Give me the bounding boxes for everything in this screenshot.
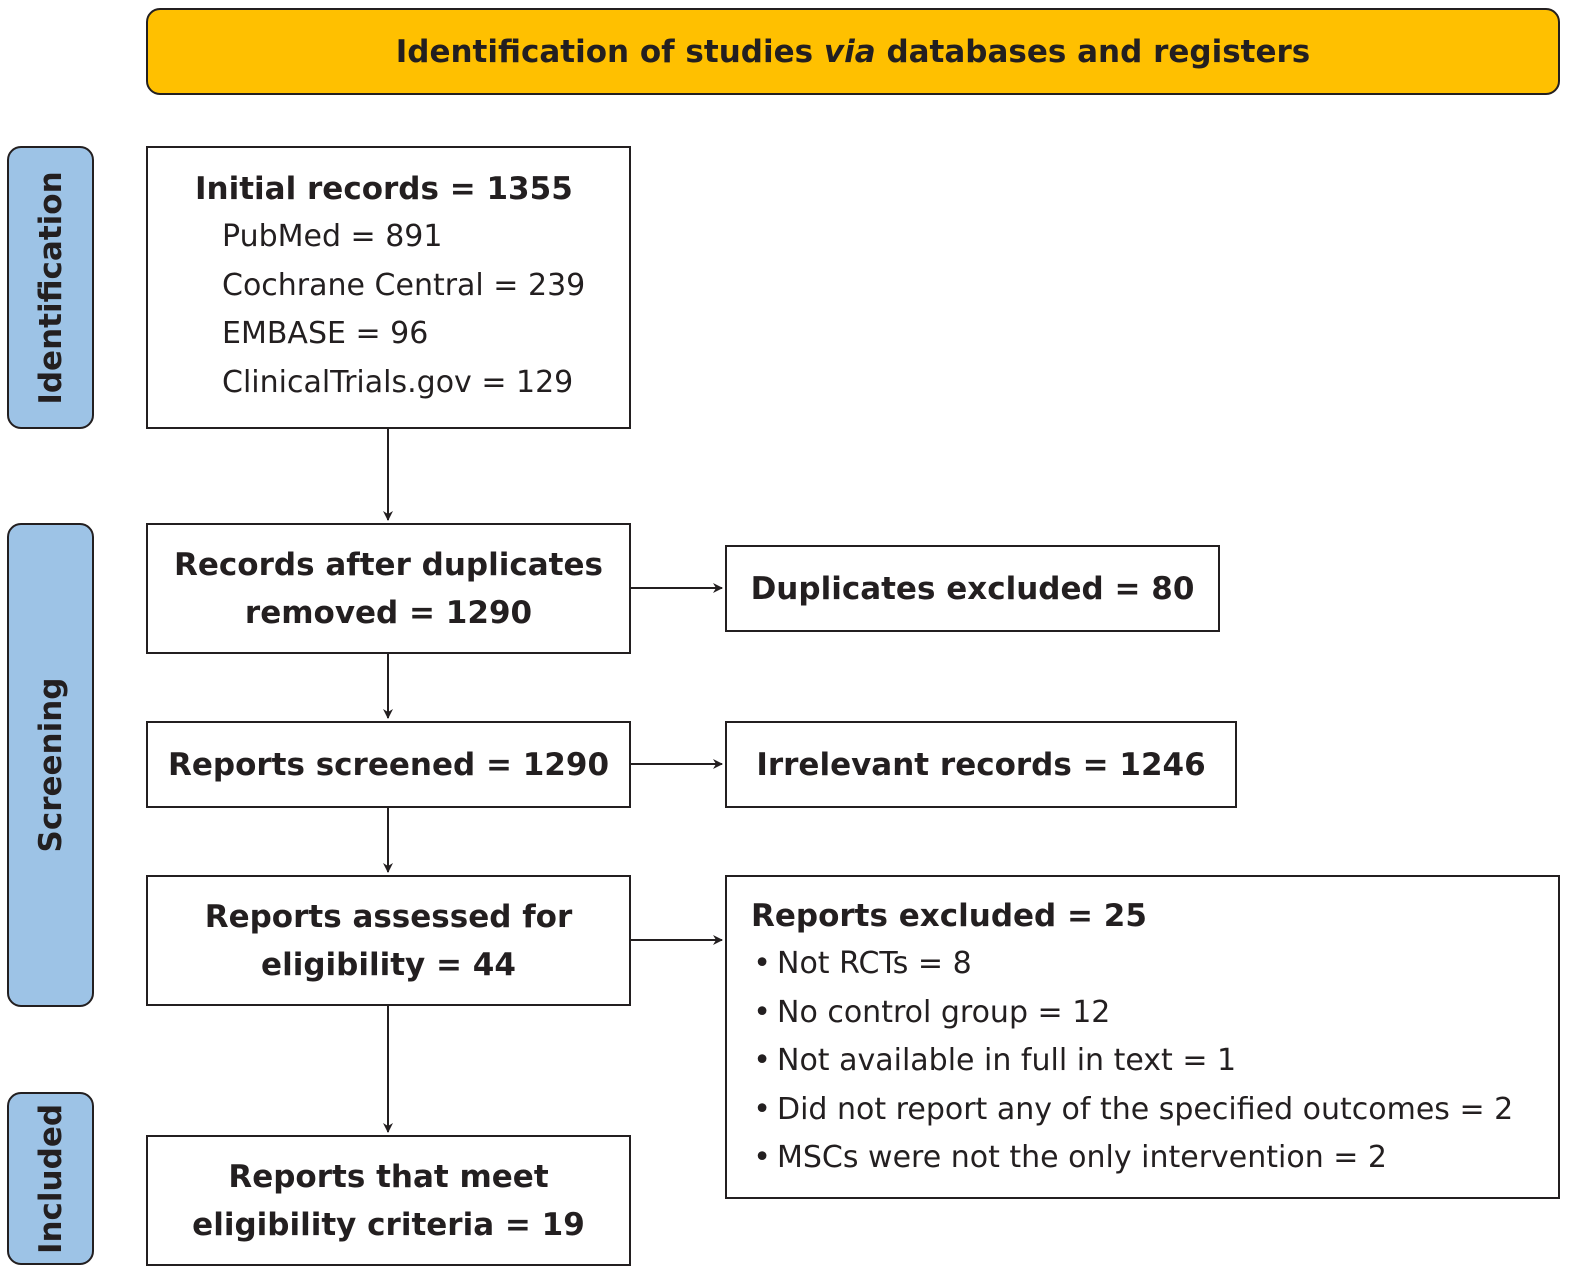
bullet-dot: • bbox=[753, 946, 771, 981]
header-title-prefix: Identification of studies bbox=[395, 33, 814, 70]
reason-not-only-intervention: MSCs were not the only intervention = 2 bbox=[777, 1140, 1388, 1175]
reason-not-available: Not available in full in text = 1 bbox=[777, 1043, 1237, 1078]
stage-identification-label: Identification bbox=[32, 170, 69, 405]
reports-assessed-line2: eligibility = 44 bbox=[261, 946, 516, 983]
bullet-dot: • bbox=[753, 994, 771, 1030]
records-after-duplicates-line1: Records after duplicates bbox=[174, 546, 603, 583]
header-title-italic: via bbox=[823, 33, 876, 70]
reports-excluded-title: Reports excluded = 25 bbox=[751, 898, 1147, 934]
irrelevant-records-text: Irrelevant records = 1246 bbox=[756, 746, 1206, 783]
records-after-duplicates-line2: removed = 1290 bbox=[244, 594, 533, 631]
stage-screening-label: Screening bbox=[32, 677, 69, 853]
reports-assessed-line1: Reports assessed for bbox=[204, 898, 573, 935]
duplicates-excluded-text: Duplicates excluded = 80 bbox=[750, 570, 1195, 607]
source-embase: EMBASE = 96 bbox=[222, 316, 429, 351]
reports-screened-text: Reports screened = 1290 bbox=[167, 746, 610, 783]
bullet-dot: • bbox=[753, 1140, 771, 1175]
bullet-dot: • bbox=[753, 1043, 771, 1078]
source-pubmed: PubMed = 891 bbox=[222, 219, 443, 254]
reason-no-control-group: No control group = 12 bbox=[777, 994, 1111, 1030]
reason-no-outcomes: Did not report any of the specified outcomes = 2 bbox=[777, 1091, 1514, 1127]
header-title-suffix: databases and registers bbox=[886, 33, 1311, 70]
reason-not-rcts: Not RCTs = 8 bbox=[777, 946, 972, 981]
bullet-dot: • bbox=[753, 1091, 771, 1127]
source-cochrane: Cochrane Central = 239 bbox=[222, 267, 586, 303]
reports-included-line1: Reports that meet bbox=[228, 1158, 549, 1195]
source-clinicaltrials: ClinicalTrials.gov = 129 bbox=[222, 364, 574, 400]
initial-records-title: Initial records = 1355 bbox=[195, 171, 573, 207]
reports-included-line2: eligibility criteria = 19 bbox=[192, 1206, 585, 1243]
stage-included-label: Included bbox=[32, 1103, 69, 1254]
